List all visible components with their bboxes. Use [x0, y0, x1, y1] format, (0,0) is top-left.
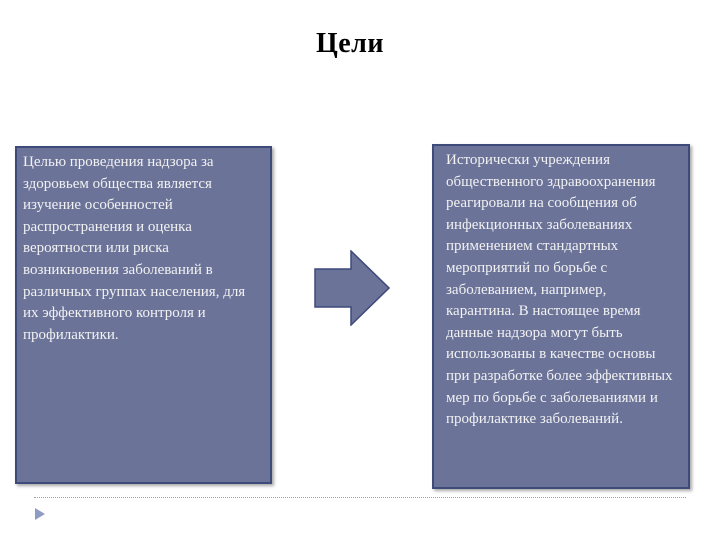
left-text-box — [15, 146, 272, 484]
left-box-text: Целью проведения надзора за здоровьем общества является изучение особенностей распространения и оценка вероятности или риска возникновения заболеваний в различных группах населения, для их эффективного контроля и профилактики. — [23, 154, 246, 343]
triangle-bullet-icon — [34, 507, 46, 521]
right-box-text: Исторически учреждения общественного здравоохранения реагировали на сообщения об инфекционных заболеваниях применением стандартных мероприятий по борьбе с заболеванием, например, карантина. В настоящее время данные надзора могут быть использованы в качестве основы при разработке более эффективных мер по борьбе с заболеваниями и профилактике заболеваний. — [446, 152, 673, 428]
right-arrow-icon — [314, 250, 390, 326]
slide-title: Цели — [315, 28, 385, 59]
right-text-box — [432, 144, 690, 489]
footer-divider — [34, 497, 686, 498]
